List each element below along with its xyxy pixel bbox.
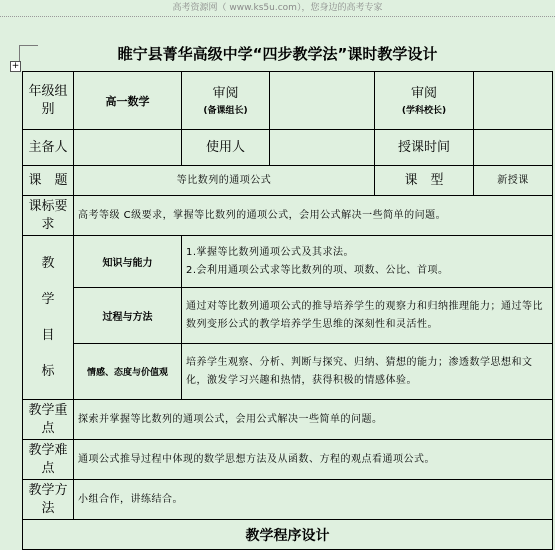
goal-process-value[interactable]: 通过对等比数列通项公式的推导培养学生的观察力和归纳推理能力；通过等比数列变形公式的教学培养学生思维的深刻性和灵活性。 bbox=[182, 288, 553, 344]
topic-label: 课 题 bbox=[23, 166, 74, 196]
goal-knowledge-value[interactable] bbox=[182, 236, 553, 288]
row-goal-knowledge bbox=[23, 236, 553, 288]
page-header-note: 高考资源网（ www.ks5u.com），您身边的高考专家 bbox=[0, 0, 555, 17]
row-key-points bbox=[23, 400, 553, 440]
standard-label: 课标要求 bbox=[23, 196, 74, 236]
type-value[interactable]: 新授课 bbox=[474, 166, 553, 196]
class-time-value[interactable] bbox=[474, 130, 553, 166]
difficulty-value[interactable]: 通项公式推导过程中体现的数学思想方法及从函数、方程的观点看通项公式。 bbox=[74, 440, 553, 480]
review1-cell bbox=[182, 72, 270, 130]
row-preparer bbox=[23, 130, 553, 166]
review2-cell bbox=[375, 72, 474, 130]
method-label: 教学方法 bbox=[23, 480, 74, 520]
row-goal-process bbox=[23, 288, 553, 344]
key-value[interactable]: 探索并掌握等比数列的通项公式，会用公式解决一些简单的问题。 bbox=[74, 400, 553, 440]
goal-process-label: 过程与方法 bbox=[74, 288, 182, 344]
goal-knowledge-line1: 1.掌握等比数列通项公式及其求法。 bbox=[186, 246, 355, 258]
document-title: 睢宁县菁华高级中学“四步教学法”课时教学设计 bbox=[117, 45, 438, 63]
row-method bbox=[23, 480, 553, 520]
goals-char-2: 学 bbox=[41, 291, 55, 307]
goal-emotion-value[interactable]: 培养学生观察、分析、判断与探究、归纳、猜想的能力；渗透数学思想和文化，激发学习兴趣和热情，获得积极的情感体验。 bbox=[182, 344, 553, 400]
review1-value[interactable] bbox=[270, 72, 375, 130]
key-label: 教学重点 bbox=[23, 400, 74, 440]
grade-value[interactable]: 高一数学 bbox=[74, 72, 182, 130]
table-move-handle-icon[interactable]: + bbox=[11, 61, 20, 71]
review2-sub: (学科校长) bbox=[401, 106, 447, 116]
method-value[interactable]: 小组合作，讲练结合。 bbox=[74, 480, 553, 520]
preparer-value[interactable] bbox=[74, 130, 182, 166]
review2-label: 审阅 bbox=[410, 86, 437, 101]
review1-label: 审阅 bbox=[212, 86, 239, 101]
lesson-plan-table bbox=[22, 71, 553, 550]
goals-label bbox=[23, 236, 74, 400]
review2-value[interactable] bbox=[474, 72, 553, 130]
row-difficulty bbox=[23, 440, 553, 480]
row-goal-emotion bbox=[23, 344, 553, 400]
user-value[interactable] bbox=[270, 130, 375, 166]
review1-sub: (备课组长) bbox=[203, 106, 248, 116]
row-procedure bbox=[23, 520, 553, 550]
grade-label: 年级组别 bbox=[23, 72, 74, 130]
goals-char-1: 教 bbox=[41, 255, 55, 271]
user-label: 使用人 bbox=[182, 130, 270, 166]
procedure-title: 教学程序设计 bbox=[23, 520, 553, 550]
goal-knowledge-line2: 2.会利用通项公式求等比数列的项、项数、公比、首项。 bbox=[186, 264, 449, 276]
row-topic bbox=[23, 166, 553, 196]
row-standard bbox=[23, 196, 553, 236]
preparer-label: 主备人 bbox=[23, 130, 74, 166]
type-label: 课 型 bbox=[375, 166, 474, 196]
goal-knowledge-label: 知识与能力 bbox=[74, 236, 182, 288]
row-grade bbox=[23, 72, 553, 130]
goals-char-4: 标 bbox=[41, 363, 55, 379]
difficulty-label: 教学难点 bbox=[23, 440, 74, 480]
topic-value[interactable]: 等比数列的通项公式 bbox=[74, 166, 375, 196]
goal-emotion-label: 情感、态度与价值观 bbox=[74, 344, 182, 400]
standard-value[interactable]: 高考等级 C级要求，掌握等比数列的通项公式，会用公式解决一些简单的问题。 bbox=[74, 196, 553, 236]
class-time-label: 授课时间 bbox=[375, 130, 474, 166]
goals-char-3: 目 bbox=[41, 327, 55, 343]
